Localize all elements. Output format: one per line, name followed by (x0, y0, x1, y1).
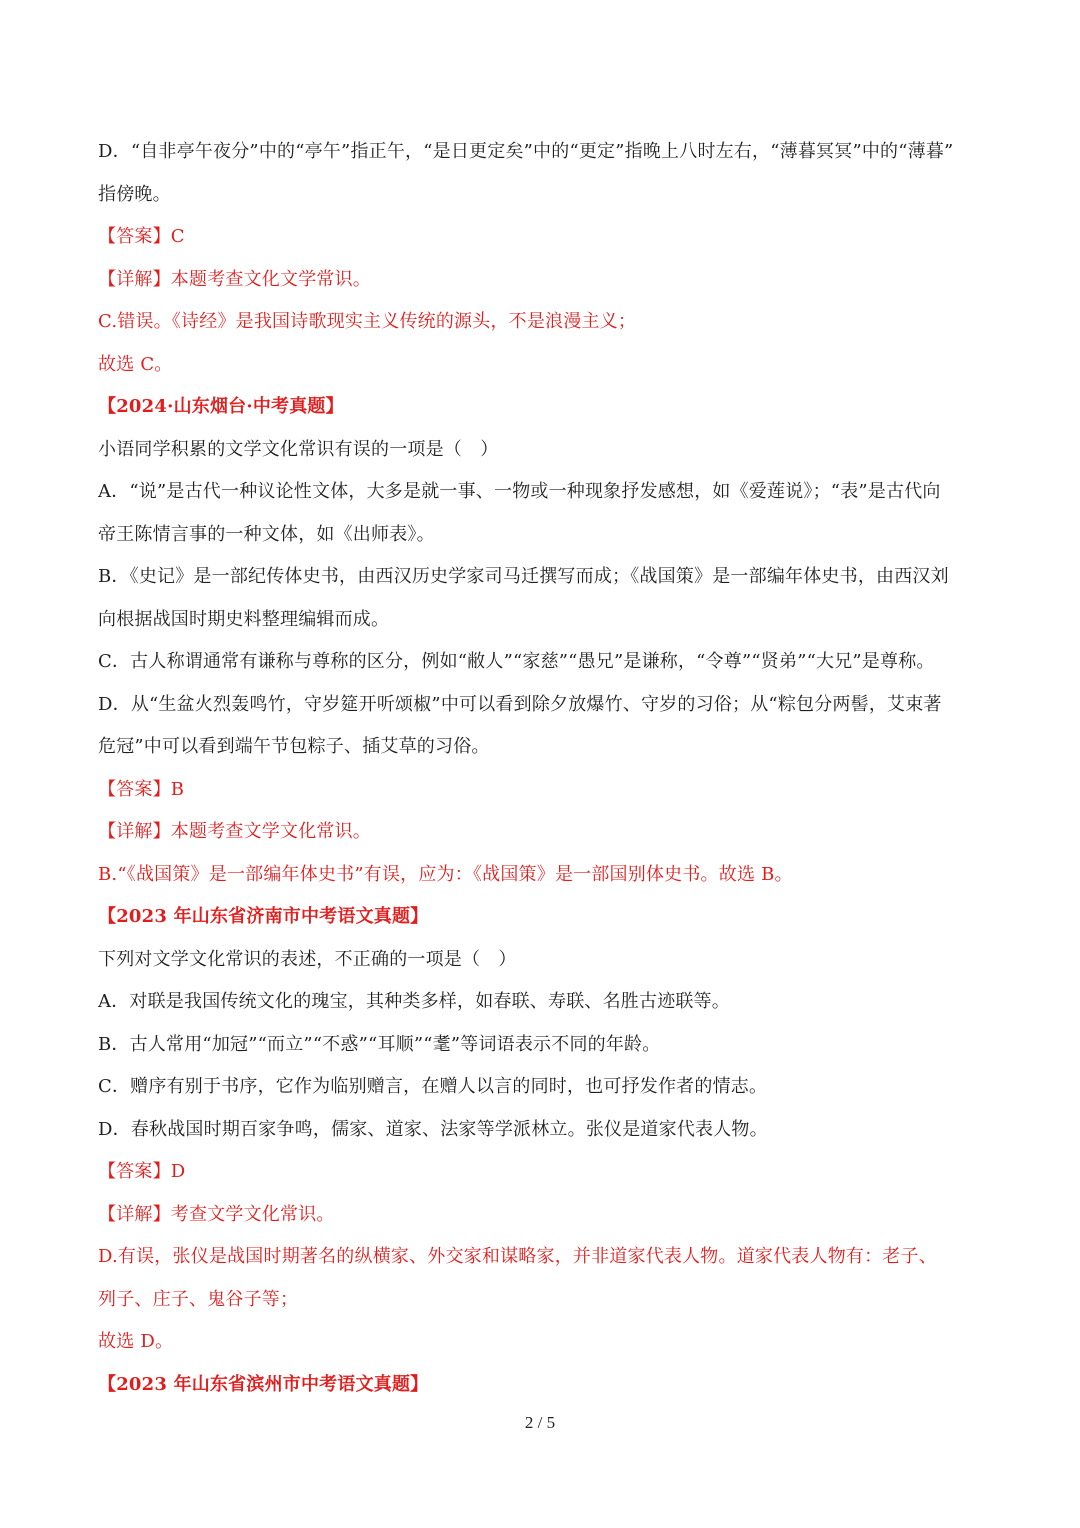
q1-option-d-line1: D．“自非亭午夜分”中的“亭午”指正午，“是日更定矣”中的“更定”指晚上八时左右，“薄暮冥冥”中的“薄暮” (98, 141, 954, 162)
q2-header: 【2024·山东烟台·中考真题】 (98, 396, 344, 417)
q3-option-c: C．赠序有别于书序，它作为临别赠言，在赠人以言的同时，也可抒发作者的情志。 (98, 1076, 768, 1097)
q2-option-d-line1: D．从“生盆火烈轰鸣竹，守岁筵开听颂椒”中可以看到除夕放爆竹、守岁的习俗；从“粽包分两髻，艾束著 (98, 693, 942, 715)
q1-explain: 【详解】本题考查文化文学常识。 (98, 268, 371, 290)
q2-option-b-line1: B．《史记》是一部纪传体史书，由西汉历史学家司马迁撰写而成；《战国策》是一部编年体史书，由西汉刘 (98, 566, 949, 587)
q2-option-c: C．古人称谓通常有谦称与尊称的区分，例如“敝人”“家慈”“愚兄”是谦称，“令尊”“贤弟”“大兄”是尊称。 (98, 651, 935, 672)
q1-explain-detail: C.错误。《诗经》是我国诗歌现实主义传统的源头，不是浪漫主义； (98, 311, 637, 332)
q3-option-a: A．对联是我国传统文化的瑰宝，其种类多样，如春联、寿联、名胜古迹联等。 (98, 991, 730, 1012)
q2-answer: 【答案】B (98, 778, 185, 800)
q3-option-d: D．春秋战国时期百家争鸣，儒家、道家、法家等学派林立。张仪是道家代表人物。 (98, 1118, 768, 1140)
q3-stem: 下列对文学文化常识的表述，不正确的一项是（ ） (98, 948, 517, 970)
q2-stem: 小语同学积累的文学文化常识有误的一项是（ ） (98, 438, 499, 460)
q3-choose: 故选 D。 (98, 1331, 174, 1352)
q2-explain-detail: B.“《战国策》是一部编年体史书”有误，应为：《战国策》是一部国别体史书。故选 B。 (98, 863, 793, 885)
q3-explain: 【详解】考查文学文化常识。 (98, 1203, 335, 1225)
q3-answer: 【答案】D (98, 1161, 186, 1182)
q3-header: 【2023 年山东省济南市中考语文真题】 (98, 906, 429, 927)
q3-explain-detail-line2: 列子、庄子、鬼谷子等； (98, 1288, 299, 1310)
q1-choose: 故选 C。 (98, 353, 173, 375)
q2-option-d-line2: 危冠”中可以看到端午节包粽子、插艾草的习俗。 (98, 736, 490, 757)
q2-option-a-line2: 帝王陈情言事的一种文体，如《出师表》。 (98, 523, 435, 545)
q3-explain-detail-line1: D.有误，张仪是战国时期著名的纵横家、外交家和谋略家，并非道家代表人物。道家代表人物有：老子、 (98, 1246, 937, 1267)
q2-explain: 【详解】本题考查文学文化常识。 (98, 821, 371, 842)
q2-option-b-line2: 向根据战国时期史料整理编辑而成。 (98, 608, 390, 630)
q3-option-b: B．古人常用“加冠”“而立”“不惑”“耳顺”“耄”等词语表示不同的年龄。 (98, 1033, 661, 1055)
q1-answer: 【答案】C (98, 226, 185, 247)
page-number: 2 / 5 (524, 1413, 556, 1432)
q4-header: 【2023 年山东省滨州市中考语文真题】 (98, 1373, 429, 1395)
q1-option-d-line2: 指傍晚。 (98, 183, 171, 205)
q2-option-a-line1: A．“说”是古代一种议论性文体，大多是就一事、一物或一种现象抒发感想，如《爱莲说》；“表”是古代向 (98, 481, 941, 502)
document-content (98, 131, 988, 1406)
